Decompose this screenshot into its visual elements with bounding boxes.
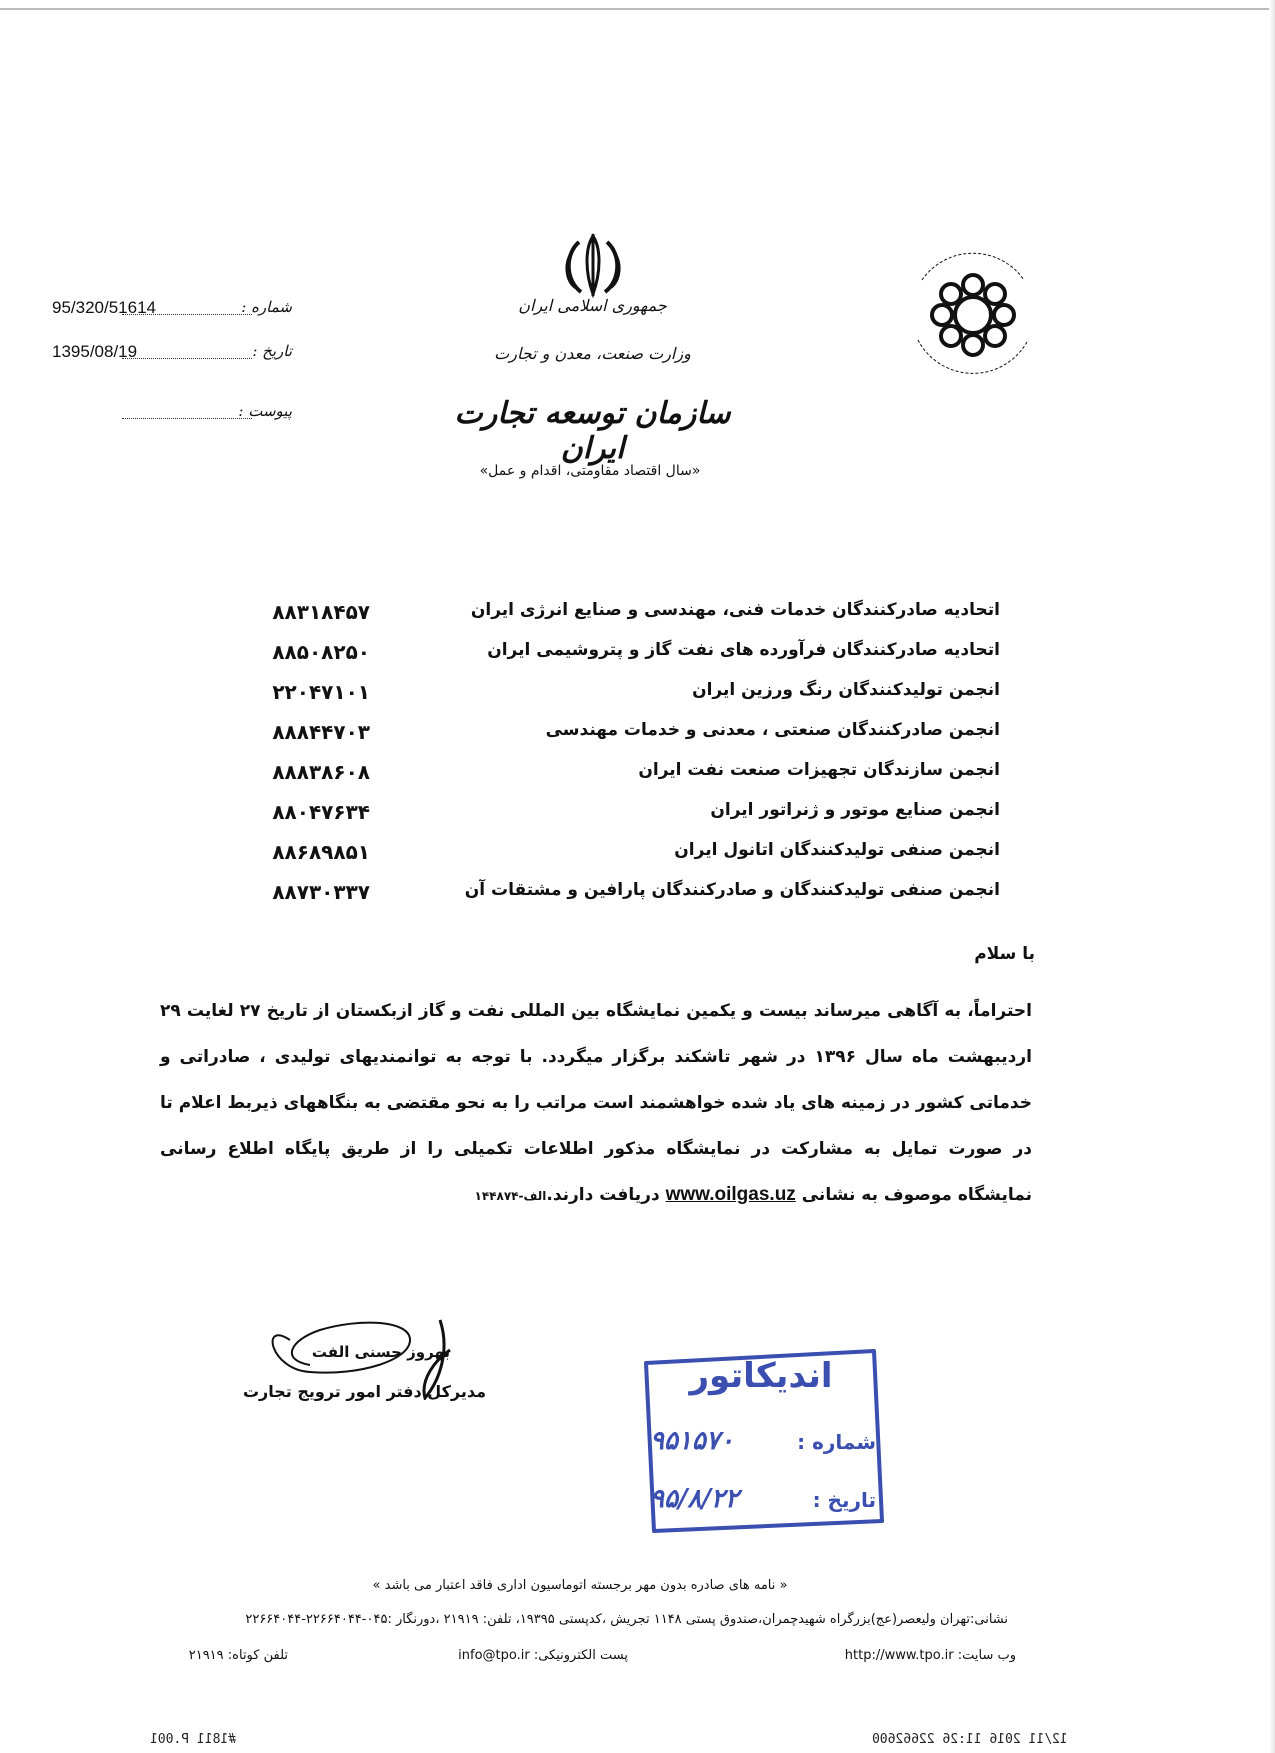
- footer-contact-row: [148, 1648, 1016, 1668]
- recipient-row: [250, 800, 1000, 840]
- greeting: با سلام: [974, 944, 1035, 964]
- body-text-main: احتراماً، به آگاهی میرساند بیست و یکمین نمایشگاه بین المللی نفت و گاز ازبکستان از تاریخ ۲۷ لغایت ۲۹ اردیبهشت ماه سال ۱۳۹۶ در شهر تاشکند برگزار میگردد. با توجه به توانمندیهای تولیدی ، صادراتی و خدماتی کشور در زمینه های یاد شده خواهشمند است مراتب را به نحو مقتضی به بنگاههای ذیربط اعلام تا در صورت تمایل به مشارکت در نمایشگاه مذکور اطلاعات تکمیلی را از طریق پایگاه اطلاع رسانی نمایشگاه موصوف به نشانی: [160, 1001, 1032, 1205]
- recipient-phone: ۸۸۰۴۷۶۳۴: [272, 800, 370, 824]
- dotted-line: [122, 358, 252, 359]
- recipient-phone: ۸۸۳۱۸۴۵۷: [272, 600, 370, 624]
- recipient-phone: ۸۸۵۰۸۲۵۰: [272, 640, 370, 664]
- scan-edge: [1269, 0, 1275, 1753]
- recipients-list: [250, 600, 1000, 920]
- recipient-phone: ۸۸۷۳۰۳۳۷: [272, 880, 370, 904]
- stamp-number-value: ۹۵۱۵۷۰: [650, 1426, 734, 1456]
- dotted-line: [122, 418, 252, 419]
- footer-phone: تلفن کوتاه: ۲۱۹۱۹: [188, 1648, 288, 1663]
- signatory-name: بهروز حسنی الفت: [311, 1343, 450, 1361]
- recipient-name: اتحادیه صادرکنندگان خدمات فنی، مهندسی و صنایع انرژی ایران: [470, 600, 1000, 620]
- letterhead-motto: «سال اقتصاد مقاومتی، اقدام و عمل»: [479, 463, 701, 479]
- recipient-name: انجمن صادرکنندگان صنعتی ، معدنی و خدمات مهندسی: [545, 720, 1000, 740]
- recipient-phone: ۸۸۶۸۹۸۵۱: [272, 840, 370, 864]
- recipient-row: [250, 720, 1000, 760]
- signatory-title: مدیرکل دفتر امور ترویج تجارت: [242, 1382, 486, 1401]
- recipient-row: [250, 880, 1000, 920]
- stamp-date-label: تاریخ :: [812, 1488, 876, 1512]
- recipient-name: انجمن تولیدکنندگان رنگ ورزین ایران: [692, 680, 1000, 700]
- recipient-name: انجمن صنفی تولیدکنندگان و صادرکنندگان پارافین و مشتقات آن: [464, 880, 1000, 900]
- recipient-row: [250, 600, 1000, 640]
- reference-date-row: [52, 342, 292, 370]
- footer-email[interactable]: پست الکترونیکی: info@tpo.ir: [458, 1648, 628, 1663]
- letterhead-ministry: وزارت صنعت، معدن و تجارت: [494, 344, 691, 363]
- recipient-name: انجمن سازندگان تجهیزات صنعت نفت ایران: [638, 760, 1000, 780]
- fax-page-id: #1811 P.001: [150, 1732, 237, 1747]
- stamp-title: اندیکاتور: [689, 1356, 833, 1396]
- recipient-row: [250, 760, 1000, 800]
- stamp-number-label: شماره :: [797, 1430, 876, 1454]
- stamp-date-value: ۹۵/۸/۲۲: [650, 1484, 739, 1514]
- recipient-phone: ۸۸۸۴۴۷۰۳: [272, 720, 370, 744]
- website-link[interactable]: www.oilgas.uz: [665, 1184, 796, 1205]
- letterhead-country: جمهوری اسلامی ایران: [518, 296, 667, 315]
- reference-attachment-label: پیوست :: [238, 402, 292, 420]
- footer-note: « نامه های صادره بدون مهر برجسته اتوماسیون اداری فاقد اعتبار می باشد »: [372, 1578, 788, 1593]
- recipient-row: [250, 840, 1000, 880]
- letterhead-organization: سازمان توسعه تجارت ایران: [454, 396, 731, 466]
- dotted-line: [122, 314, 252, 315]
- body-text-end: دریافت دارند.: [546, 1185, 660, 1205]
- recipient-phone: ۲۲۰۴۷۱۰۱: [272, 680, 370, 704]
- fax-scan-line: [0, 8, 1275, 10]
- reference-date-label: تاریخ :: [252, 342, 292, 360]
- recipient-name: اتحادیه صادرکنندگان فرآورده های نفت گاز و پتروشیمی ایران: [487, 640, 1000, 660]
- recipient-row: [250, 680, 1000, 720]
- recipient-name: انجمن صنایع موتور و ژنراتور ایران: [710, 800, 1000, 820]
- reference-number-label: شماره :: [241, 298, 292, 316]
- recipient-name: انجمن صنفی تولیدکنندگان اتانول ایران: [674, 840, 1000, 860]
- recipient-phone: ۸۸۸۳۸۶۰۸: [272, 760, 370, 784]
- reference-number-value: 95/320/51614: [52, 298, 156, 317]
- recipient-row: [250, 640, 1000, 680]
- tpo-logo-icon: [898, 240, 1048, 390]
- fax-timestamp: 12/11 2016 11:26 22662600: [872, 1732, 1068, 1747]
- reference-number-row: [52, 298, 292, 326]
- reference-attachment-row: [52, 402, 292, 430]
- reference-code: الف-۱۴۴۸۷۴: [474, 1189, 547, 1203]
- footer-website[interactable]: وب سایت: http://www.tpo.ir: [844, 1648, 1016, 1663]
- iran-emblem-icon: [555, 232, 631, 300]
- footer-address: نشانی:تهران ولیعصر(عج)بزرگراه شهیدچمران،صندوق پستی ۱۱۴۸ تجریش ،کدپستی ۱۹۳۹۵، تلفن: ۲۱۹۱۹ ،دورنگار :۰۴۵-۲۲۶۶۴۰۴۴-۲۲۶۶۴۰۴۴: [245, 1612, 1008, 1627]
- reference-date-value: 1395/08/19: [52, 342, 138, 361]
- letter-body: [160, 988, 1032, 1219]
